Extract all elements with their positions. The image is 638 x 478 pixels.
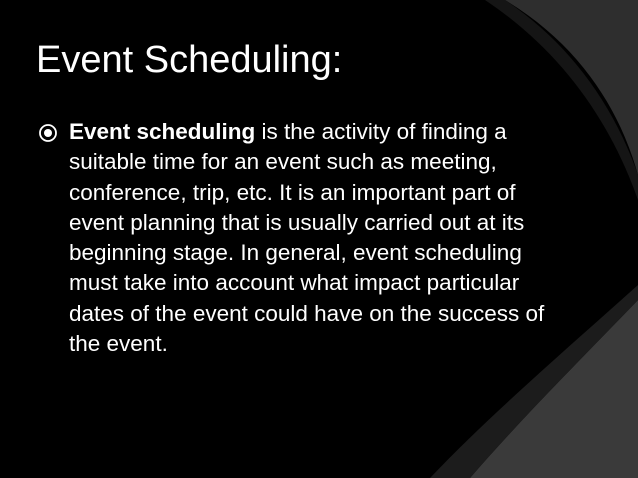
slide-title: Event Scheduling: <box>36 39 343 81</box>
bullet-body-text: is the activity of finding a suitable time for an event such as meeting, conference, trip, etc. It is an important part of event planning that is usually carried out at its beginning stage. In general, event scheduling must take into account what impact particular dates of the event could have on the success of the event. <box>69 119 545 357</box>
bullet-bold-term: Event scheduling <box>69 119 256 144</box>
bullet-text <box>69 117 559 359</box>
circled-dot-icon <box>38 123 58 143</box>
